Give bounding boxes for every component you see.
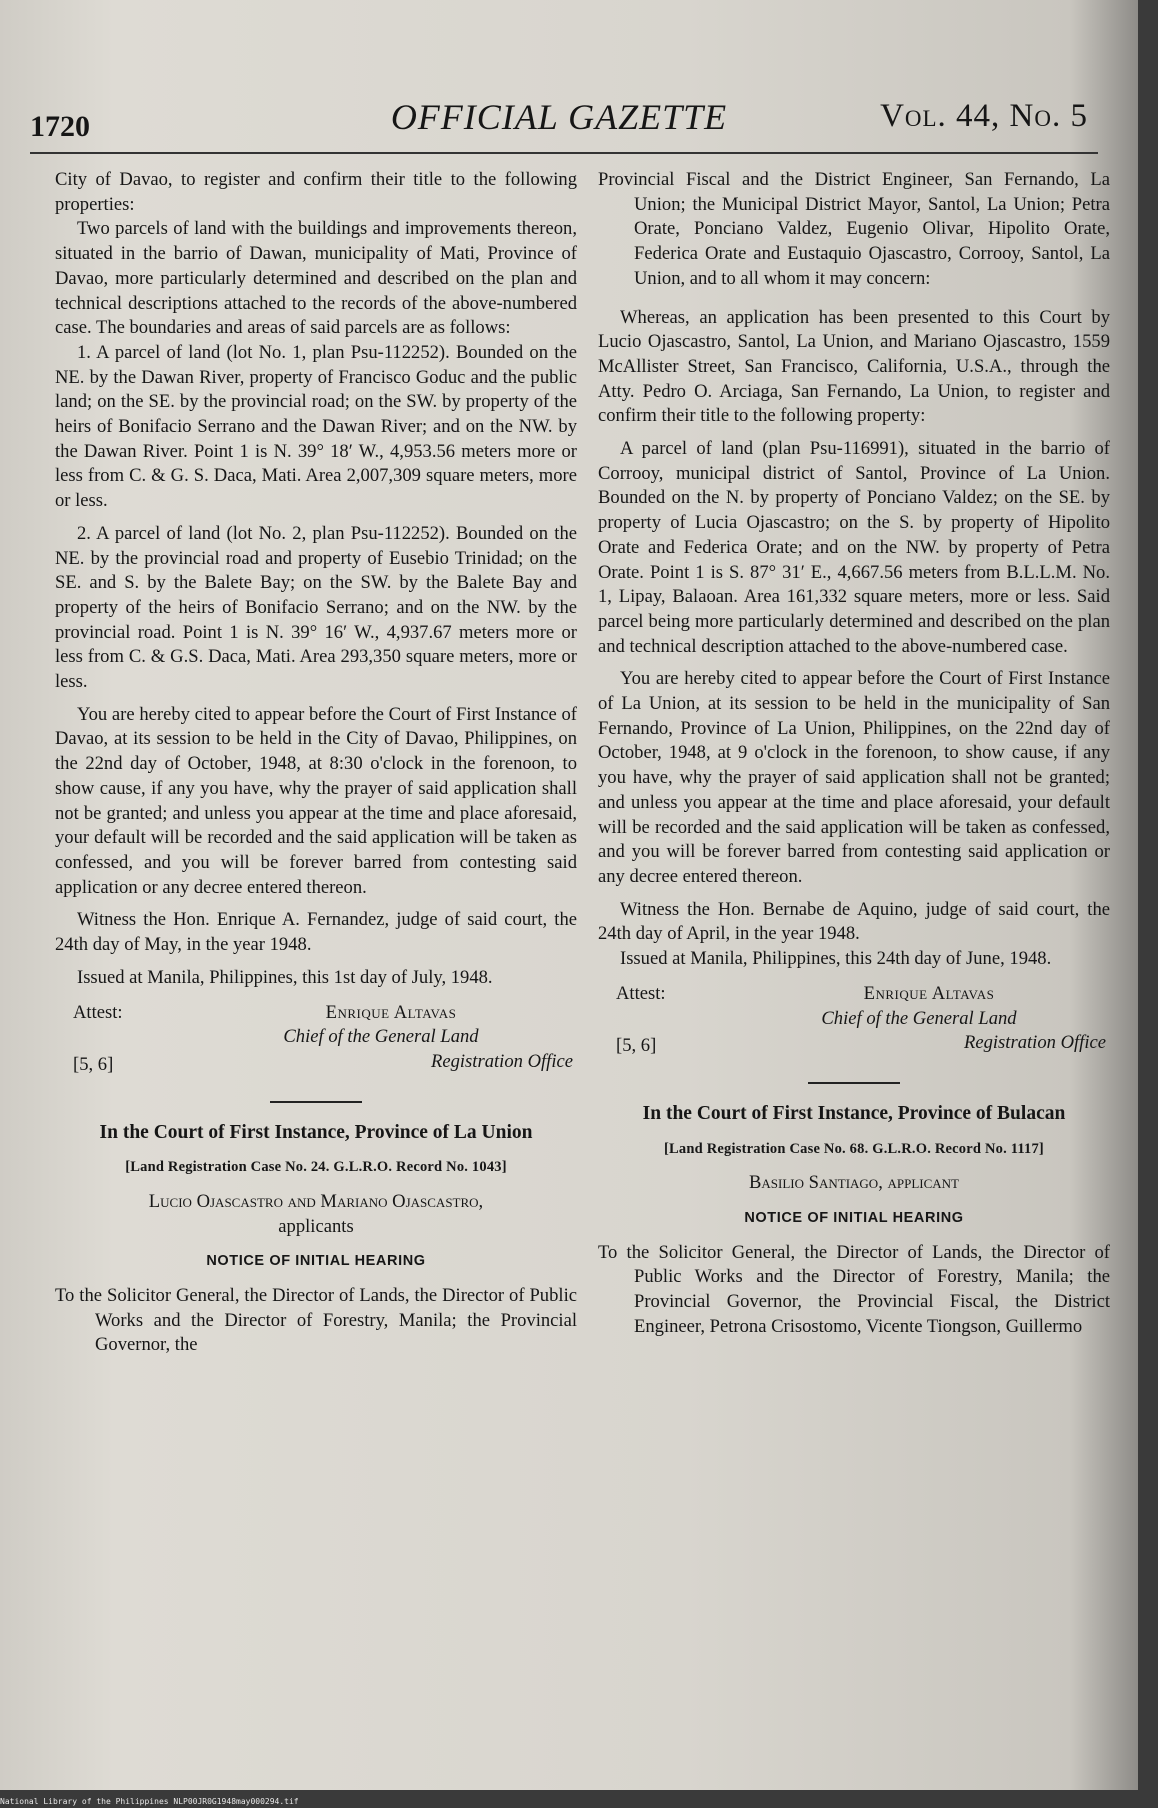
- attestation-block: [55, 1001, 577, 1085]
- applicants-line: Lucio Ojascastro and Mariano Ojascastro,: [148, 1190, 484, 1212]
- signature-block: [205, 1001, 577, 1075]
- paragraph: You are hereby cited to appear before the Court of First Instance of La Union, at its session to be held in the municipality of San Fernando, Province of La Union, Philippines, on the 22nd day of October, 1948, at 9 o'clock in the forenoon, to show cause, if any you have, why the prayer of said application shall not be granted; and unless you appear at the time and place aforesaid, your default will be recorded and the said application will be taken as confessed, and you will be forever barred from contesting said application or any decree entered thereon.: [598, 668, 1110, 887]
- attestation-block: [598, 982, 1110, 1066]
- paragraph: Whereas, an application has been presented to this Court by Lucio Ojascastro, Santol, La Union, and Mariano Ojascastro, 1559 McAllister Street, San Francisco, California, U.S.A., through the Atty. Pedro O. Arciaga, San Fernando, La Union, to register and confirm their title to the following property:: [598, 306, 1110, 427]
- signatory-title: Chief of the General Land: [821, 1007, 1017, 1029]
- left-column: [55, 168, 577, 1358]
- court-heading: In the Court of First Instance, Province of La Union: [99, 1121, 533, 1143]
- paragraph: Two parcels of land with the buildings and improvements thereon, situated in the barrio of Dawan, municipality of Mati, Province of Davao, more particularly determined and described on the plan and technical descriptions attached to the records of the above-numbered case. The boundaries and areas of said parcels are as follows:: [55, 218, 577, 339]
- applicant-line: Basilio Santiago, applicant: [748, 1172, 959, 1194]
- signatory-name: Enrique Altavas: [325, 1001, 457, 1023]
- case-reference: [Land Registration Case No. 24. G.L.R.O. Record No. 1043]: [125, 1159, 507, 1176]
- paragraph: Issued at Manila, Philippines, this 1st day of July, 1948.: [77, 966, 493, 988]
- issue-reference: [5, 6]: [73, 1053, 114, 1075]
- section-divider: [808, 1082, 900, 1084]
- volume-issue: Vol. 44, No. 5: [880, 98, 1088, 134]
- addressee-paragraph: To the Solicitor General, the Director of Lands, the Director of Public Works and the Director of Forestry, Manila; the Provincial Governor, the Provincial Fiscal, the District Engineer, Petrona Crisostomo, Vicente Tiongson, Guillermo: [598, 1241, 1110, 1337]
- section-divider: [270, 1101, 362, 1103]
- signatory-name: Enrique Altavas: [863, 982, 995, 1004]
- paragraph: Witness the Hon. Enrique A. Fernandez, judge of said court, the 24th day of May, in the year 1948.: [55, 909, 577, 956]
- issue-reference: [5, 6]: [616, 1034, 657, 1056]
- publication-title: OFFICIAL GAZETTE: [390, 97, 728, 137]
- court-heading: In the Court of First Instance, Province of Bulacan: [642, 1102, 1066, 1124]
- signature-block: [748, 982, 1110, 1056]
- applicants-label: applicants: [278, 1215, 354, 1237]
- notice-heading: NOTICE OF INITIAL HEARING: [744, 1209, 964, 1226]
- paragraph: 1. A parcel of land (lot No. 1, plan Psu-112252). Bounded on the NE. by the Dawan River, property of Francisco Goduc and the public land; on the SE. by the provincial road; on the SW. by property of the heirs of Bonifacio Serrano and the Dawan River; and on the NW. by the Dawan River. Point 1 is N. 39° 18′ W., 4,953.56 meters more or less from C. & G. S. Daca, Mati. Area 2,007,309 square meters, more or less.: [55, 341, 577, 512]
- paragraph: You are hereby cited to appear before the Court of First Instance of Davao, at its session to be held in the City of Davao, Philippines, on the 22nd day of October, 1948, at 8:30 o'clock in the forenoon, to show cause, if any you have, why the prayer of said application shall not be granted; and unless you appear at the time and place aforesaid, your default will be recorded and the said application will be taken as confessed, and you will be forever barred from contesting said application or any decree entered thereon.: [55, 703, 577, 898]
- paragraph: Issued at Manila, Philippines, this 24th day of June, 1948.: [620, 948, 1052, 970]
- header-rule: [30, 152, 1098, 154]
- right-column: [598, 168, 1110, 1339]
- case-reference: [Land Registration Case No. 68. G.L.R.O. Record No. 1117]: [664, 1140, 1044, 1157]
- page-header: [30, 92, 1088, 148]
- attest-label: Attest:: [616, 982, 666, 1004]
- paragraph: Witness the Hon. Bernabe de Aquino, judge of said court, the 24th day of April, in the year 1948.: [598, 898, 1110, 945]
- signatory-title: Chief of the General Land: [283, 1026, 479, 1048]
- attest-label: Attest:: [73, 1001, 123, 1023]
- paragraph: A parcel of land (plan Psu-116991), situated in the barrio of Corrooy, municipal district of Santol, Province of La Union. Bounded on the N. by property of Ponciano Valdez; on the SE. by property of Lucia Ojascastro; on the S. by property of Hipolito Orate and Federica Orate; and on the NW. by property of Petra Orate. Point 1 is S. 87° 31′ E., 4,667.56 meters from B.L.L.M. No. 1, Lipay, Balaoan. Area 161,332 square meters, more or less. Said parcel being more particularly determined and described on the plan and technical description attached to the above-numbered case.: [598, 438, 1110, 657]
- notice-heading: NOTICE OF INITIAL HEARING: [206, 1253, 426, 1270]
- addressee-paragraph: To the Solicitor General, the Director of Lands, the Director of Public Works and the Director of Forestry, Manila; the Provincial Governor, the: [55, 1285, 577, 1356]
- signatory-office: Registration Office: [430, 1050, 573, 1072]
- addressee-continuation: Provincial Fiscal and the District Engineer, San Fernando, La Union; the Municipal District Mayor, Santol, La Union; Petra Orate, Ponciano Valdez, Eugenio Olivar, Hipolito Orate, Federica Orate and Eustaquio Ojascastro, Corrooy, Santol, La Union, and to all whom it may concern:: [598, 169, 1110, 289]
- paragraph: 2. A parcel of land (lot No. 2, plan Psu-112252). Bounded on the NE. by the provincial road and property of Eusebio Trinidad; on the SE. and S. by the Balete Bay; on the SW. by the Balete Bay and property of the heirs of Bonifacio Serrano; and on the NW. by the provincial road. Point 1 is N. 39° 16′ W., 4,937.67 meters more or less from C. & G.S. Daca, Mati. Area 293,350 square meters, more or less.: [55, 522, 577, 693]
- signatory-office: Registration Office: [963, 1032, 1106, 1054]
- scan-source-label: National Library of the Philippines NLP00JR0G1948may000294.tif: [0, 1797, 299, 1806]
- page-number: 1720: [30, 110, 90, 143]
- paragraph: City of Davao, to register and confirm their title to the following properties:: [55, 169, 577, 215]
